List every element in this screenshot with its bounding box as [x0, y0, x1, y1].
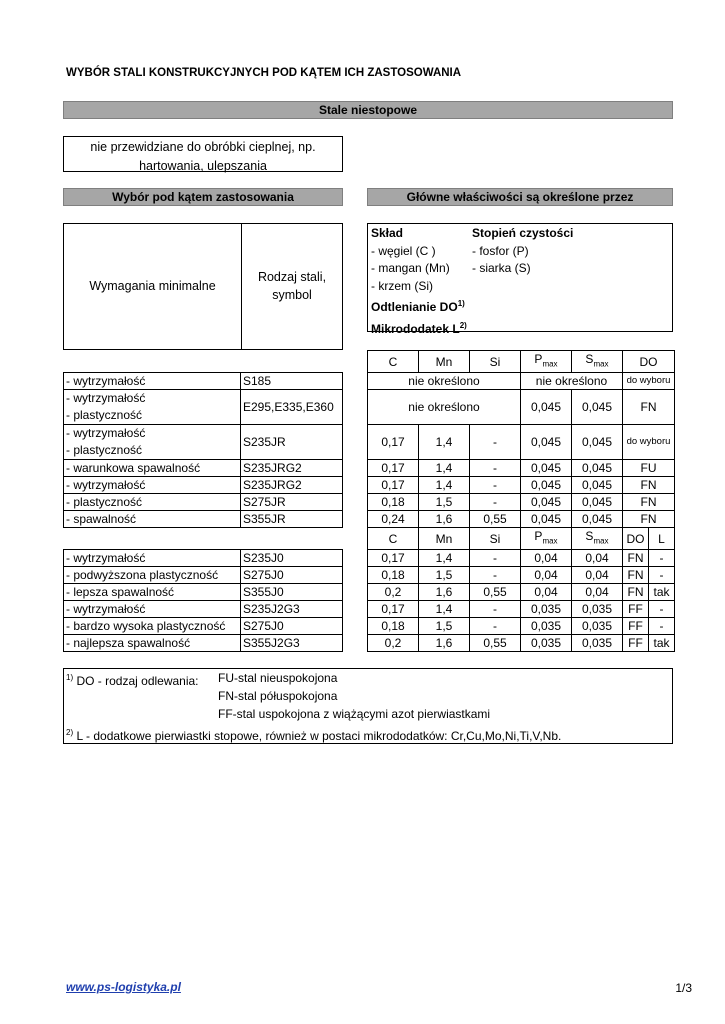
czystosc-heading: Stopień czystości — [472, 226, 574, 240]
grade-header — [242, 268, 342, 304]
page-title: WYBÓR STALI KONSTRUKCYJNYCH POD KĄTEM ICH ZASTOSOWANIA — [66, 67, 462, 79]
footnote-ref: 2) — [459, 320, 467, 330]
col-si: Si — [470, 528, 521, 550]
col-mn: Mn — [419, 351, 470, 373]
purity-list — [472, 225, 573, 278]
czystosc-item: - siarka (S) — [472, 261, 531, 275]
czystosc-item: - fosfor (P) — [472, 243, 529, 258]
col-si: Si — [470, 351, 521, 373]
website-link[interactable]: www.ps-logistyka.pl — [66, 980, 181, 994]
col-l: L — [649, 528, 675, 550]
page-number: 1/3 — [675, 981, 692, 995]
band-wlasciwosci: Główne właściwości są określone przez — [367, 188, 673, 206]
table-row: - podwyższona plastyczność S275J0 0,18 1,5 - 0,04 0,04 FN - — [64, 567, 675, 584]
note-line: hartowania, ulepszania — [139, 159, 267, 173]
table-row: - spawalność S355JR 0,24 1,6 0,55 0,045 0,045 FN — [64, 511, 675, 528]
odtlenianie-label: Odtlenianie DO — [371, 300, 458, 314]
note-line: nie przewidziane do obróbki cieplnej, np. — [90, 140, 316, 154]
sklad-item: - krzem (Si) — [371, 278, 433, 293]
band-wybor: Wybór pod kątem zastosowania — [63, 188, 343, 206]
sklad-item: - węgiel (C ) — [371, 243, 436, 258]
footnote-1: $^{1)}$ DO - rodzaj odlewania: — [66, 673, 199, 688]
table-row: - wytrzymałość - plastyczność E295,E335,E360 nie określono 0,045 0,045 FN — [64, 390, 675, 425]
col-smax: $S_{max}$ — [572, 528, 623, 550]
table-row: - najlepsza spawalność S355J2G3 0,2 1,6 0,55 0,035 0,035 FF tak — [64, 635, 675, 652]
section-band-stale-niestopowe: Stale niestopowe — [63, 101, 673, 119]
footnote-2: $^{2)}$ L - dodatkowe pierwiastki stopowe, również w postaci mikrododatków: Cr,Cu,Mo,Ni,Ti,V,Nb. — [66, 728, 562, 743]
table-row: - wytrzymałość S235J2G3 0,17 1,4 - 0,035 0,035 FF - — [64, 601, 675, 618]
requirements-header-box — [63, 223, 343, 350]
table-row: - lepsza spawalność S355J0 0,2 1,6 0,55 0,04 0,04 FN tak — [64, 584, 675, 601]
composition-list — [371, 225, 467, 338]
sklad-heading: Skład — [371, 226, 404, 240]
col-c: C — [368, 351, 419, 373]
table-row: - bardzo wysoka plastyczność S275J0 0,18 1,5 - 0,035 0,035 FF - — [64, 618, 675, 635]
footnote-1-items: FU-stal nieuspokojona FN-stal półuspokojona FF-stal uspokojona z wiążącymi azot pierwiastkami — [218, 671, 491, 721]
col-smax: $S_{max}$ — [572, 351, 623, 373]
col-mn: Mn — [419, 528, 470, 550]
composition-box — [367, 223, 673, 336]
col-do: DO — [623, 528, 649, 550]
sklad-item: - mangan (Mn) — [371, 261, 450, 275]
steel-table-2 — [63, 527, 675, 652]
steel-table-1 — [63, 350, 675, 528]
table-row: - wytrzymałość S235J0 0,17 1,4 - 0,04 0,04 FN - — [64, 550, 675, 567]
footnotes-box — [63, 668, 673, 744]
col-pmax: $P_{max}$ — [521, 528, 572, 550]
table-row: - wytrzymałość S185 nie określono nie określono do wyboru — [64, 373, 675, 390]
grade-header-line: Rodzaj stali, — [257, 270, 327, 284]
col-pmax: $P_{max}$ — [521, 351, 572, 373]
table-row: - plastyczność S275JR 0,18 1,5 - 0,045 0,045 FN — [64, 494, 675, 511]
req-header: Wymagania minimalne — [89, 279, 216, 293]
grade-header-line: symbol — [272, 288, 312, 302]
table-row: - wytrzymałość S235JRG2 0,17 1,4 - 0,045 0,045 FN — [64, 477, 675, 494]
table-row: - wytrzymałość - plastyczność S235JR 0,17 1,4 - 0,045 0,045 do wyboru — [64, 425, 675, 460]
footnote-ref: 1) — [457, 299, 465, 308]
table-row: - warunkowa spawalność S235JRG2 0,17 1,4 - 0,045 0,045 FU — [64, 460, 675, 477]
col-do: DO — [623, 351, 675, 373]
col-c: C — [368, 528, 419, 550]
treatment-note-box — [63, 136, 343, 172]
mikrododatek-label: Mikrododatek L — [371, 321, 460, 336]
